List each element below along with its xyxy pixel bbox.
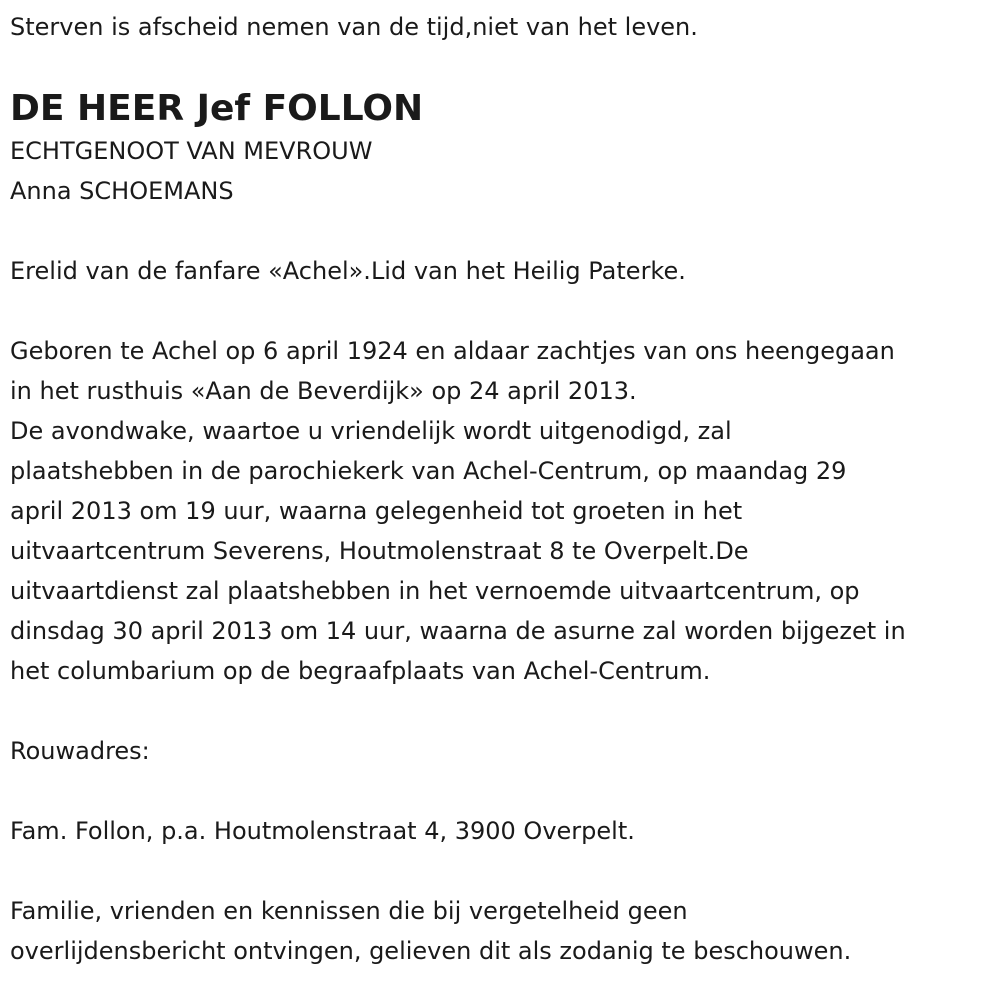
spacer (10, 291, 995, 331)
spouse-name: Anna SCHOEMANS (10, 177, 234, 205)
details-paragraph (10, 331, 995, 691)
mourning-address: Fam. Follon, p.a. Houtmolenstraat 4, 3900 Overpelt. (10, 817, 635, 845)
closing-line: Familie, vrienden en kennissen die bij vergetelheid geen (10, 897, 688, 925)
closing-paragraph (10, 891, 995, 971)
closing-line: overlijdensbericht ontvingen, gelieven dit als zodanig te beschouwen. (10, 937, 852, 965)
details-line: uitvaartdienst zal plaatshebben in het vernoemde uitvaartcentrum, op (10, 577, 860, 605)
spacer (10, 771, 995, 811)
spacer (10, 691, 995, 731)
deceased-name: DE HEER Jef FOLLON (10, 88, 424, 129)
details-line: het columbarium op de begraafplaats van Achel-Centrum. (10, 657, 711, 685)
details-line: plaatshebben in de parochiekerk van Achel-Centrum, op maandag 29 (10, 457, 847, 485)
details-line: april 2013 om 19 uur, waarna gelegenheid tot groeten in het (10, 497, 743, 525)
details-line: Geboren te Achel op 6 april 1924 en aldaar zachtjes van ons heengegaan (10, 337, 895, 365)
address-label: Rouwadres: (10, 737, 150, 765)
obituary-notice (10, 7, 995, 971)
membership-line: Erelid van de fanfare «Achel».Lid van het Heilig Paterke. (10, 257, 686, 285)
relation-line: ECHTGENOOT VAN MEVROUW (10, 137, 373, 165)
details-line: dinsdag 30 april 2013 om 14 uur, waarna de asurne zal worden bijgezet in (10, 617, 906, 645)
motto: Sterven is afscheid nemen van de tijd,niet van het leven. (10, 13, 698, 41)
details-line: uitvaartcentrum Severens, Houtmolenstraat 8 te Overpelt.De (10, 537, 749, 565)
spacer (10, 211, 995, 251)
details-line: in het rusthuis «Aan de Beverdijk» op 24 april 2013. (10, 377, 637, 405)
spacer (10, 851, 995, 891)
details-line: De avondwake, waartoe u vriendelijk wordt uitgenodigd, zal (10, 417, 732, 445)
